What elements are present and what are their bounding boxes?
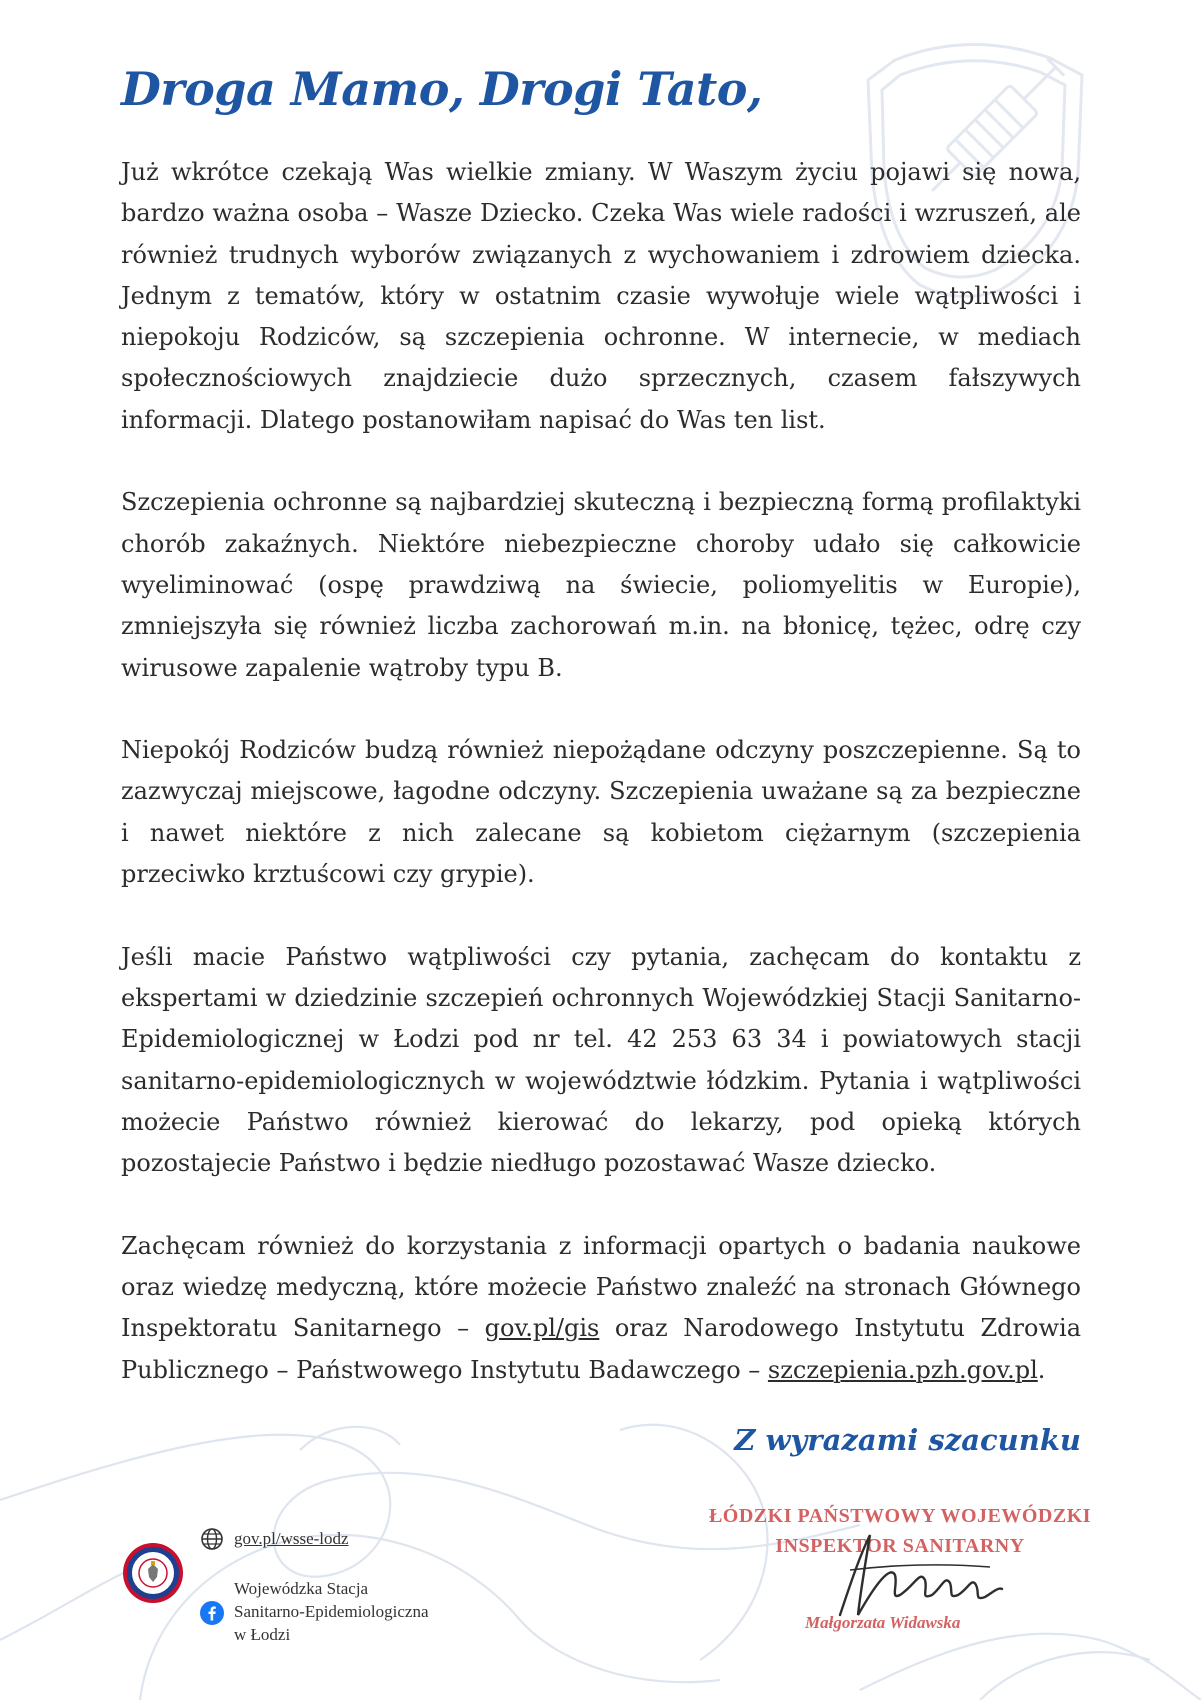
resources-text-3: . (1037, 1355, 1046, 1384)
org-line-3: w Łodzi (234, 1625, 291, 1644)
stamp-signatory-name: Małgorzata Widawska (805, 1613, 961, 1632)
letter-body (121, 152, 1081, 1432)
org-line-2: Sanitarno-Epidemiologiczna (234, 1602, 429, 1621)
paragraph-contact: Jeśli macie Państwo wątpliwości czy pytania, zachęcam do kontaktu z ekspertami w dziedzinie szczepień ochronnych Wojewódzkiej Stacji Sanitarno-Epidemiologicznej w Łodzi pod nr tel. 42 253 63 34 i powiatowych stacji sanitarno-epidemiologicznych w województwie łódzkim. Pytania i wątpliwości możecie Państwo również kierować do lekarzy, pod opieką których pozostajecie Państwo i będzie niedługo pozostawać Wasze dziecko. (121, 942, 1081, 1178)
organization-name (234, 1577, 429, 1646)
footer-website[interactable] (200, 1527, 349, 1551)
inspector-stamp (700, 1505, 1100, 1655)
paragraph-intro: Już wkrótce czekają Was wielkie zmiany. W Waszym życiu pojawi się nowa, bardzo ważna osoba – Wasze Dziecko. Czeka Was wiele radości i wzruszeń, ale również trudnych wyborów związanych z wychowaniem i zdrowiem dziecka. Jednym z tematów, który w ostatnim czasie wywołuje wiele wątpliwości i niepokoju Rodziców, są szczepienia ochronne. W internecie, w mediach społecznościowych znajdziecie dużo sprzecznych, czasem fałszywych informacji. Dlatego postanowiłam napisać do Was ten list. (121, 158, 1081, 434)
globe-icon (200, 1527, 224, 1551)
resources-text-1: Zachęcam również do korzystania z informacji opartych o badania naukowe oraz wiedzę medyczną, które możecie Państwo znaleźć na stronach Głównego Inspektoratu Sanitarnego – (121, 1231, 1081, 1343)
website-link[interactable]: gov.pl/wsse-lodz (234, 1529, 349, 1548)
closing-salutation: Z wyrazami szacunku (734, 1423, 1081, 1457)
stamp-title-line2: INSPEKTOR SANITARNY (775, 1535, 1025, 1557)
stamp-title-line1: ŁÓDZKI PAŃSTWOWY WOJEWÓDZKI (708, 1505, 1092, 1527)
pzh-link[interactable]: szczepienia.pzh.gov.pl (767, 1355, 1038, 1384)
footer-organization[interactable] (200, 1577, 429, 1646)
paragraph-resources (121, 1226, 1081, 1391)
resources-text-2: oraz Narodowego Instytutu Zdrowia Publicznego – Państwowego Instytutu Badawczego – (121, 1314, 1081, 1384)
paragraph-vaccination-effectiveness: Szczepienia ochronne są najbardziej skuteczną i bezpieczną formą profilaktyki chorób zakaźnych. Niektóre niebezpieczne choroby udało się całkowicie wyeliminować (ospę prawdziwą na świecie, poliomyelitis w Europie), zmniejszyła się również liczba zachorowań m.in. na błonicę, tężec, odrę czy wirusowe zapalenie wątroby typu B. (121, 488, 1081, 682)
paragraph-adverse-reactions: Niepokój Rodziców budzą również niepożądane odczyny poszczepienne. Są to zazwyczaj miejscowe, łagodne odczyny. Szczepienia uważane są za bezpieczne i nawet niektóre z nich zalecane są kobietom ciężarnym (szczepienia przeciwko krztuścowi czy grypie). (121, 736, 1081, 889)
signature (820, 1525, 1020, 1625)
gis-link[interactable]: gov.pl/gis (484, 1314, 600, 1343)
letter-greeting: Droga Mamo, Drogi Tato, (121, 62, 763, 116)
facebook-icon[interactable] (200, 1601, 224, 1625)
org-line-1: Wojewódzka Stacja (234, 1579, 369, 1598)
inspection-logo (122, 1542, 184, 1604)
